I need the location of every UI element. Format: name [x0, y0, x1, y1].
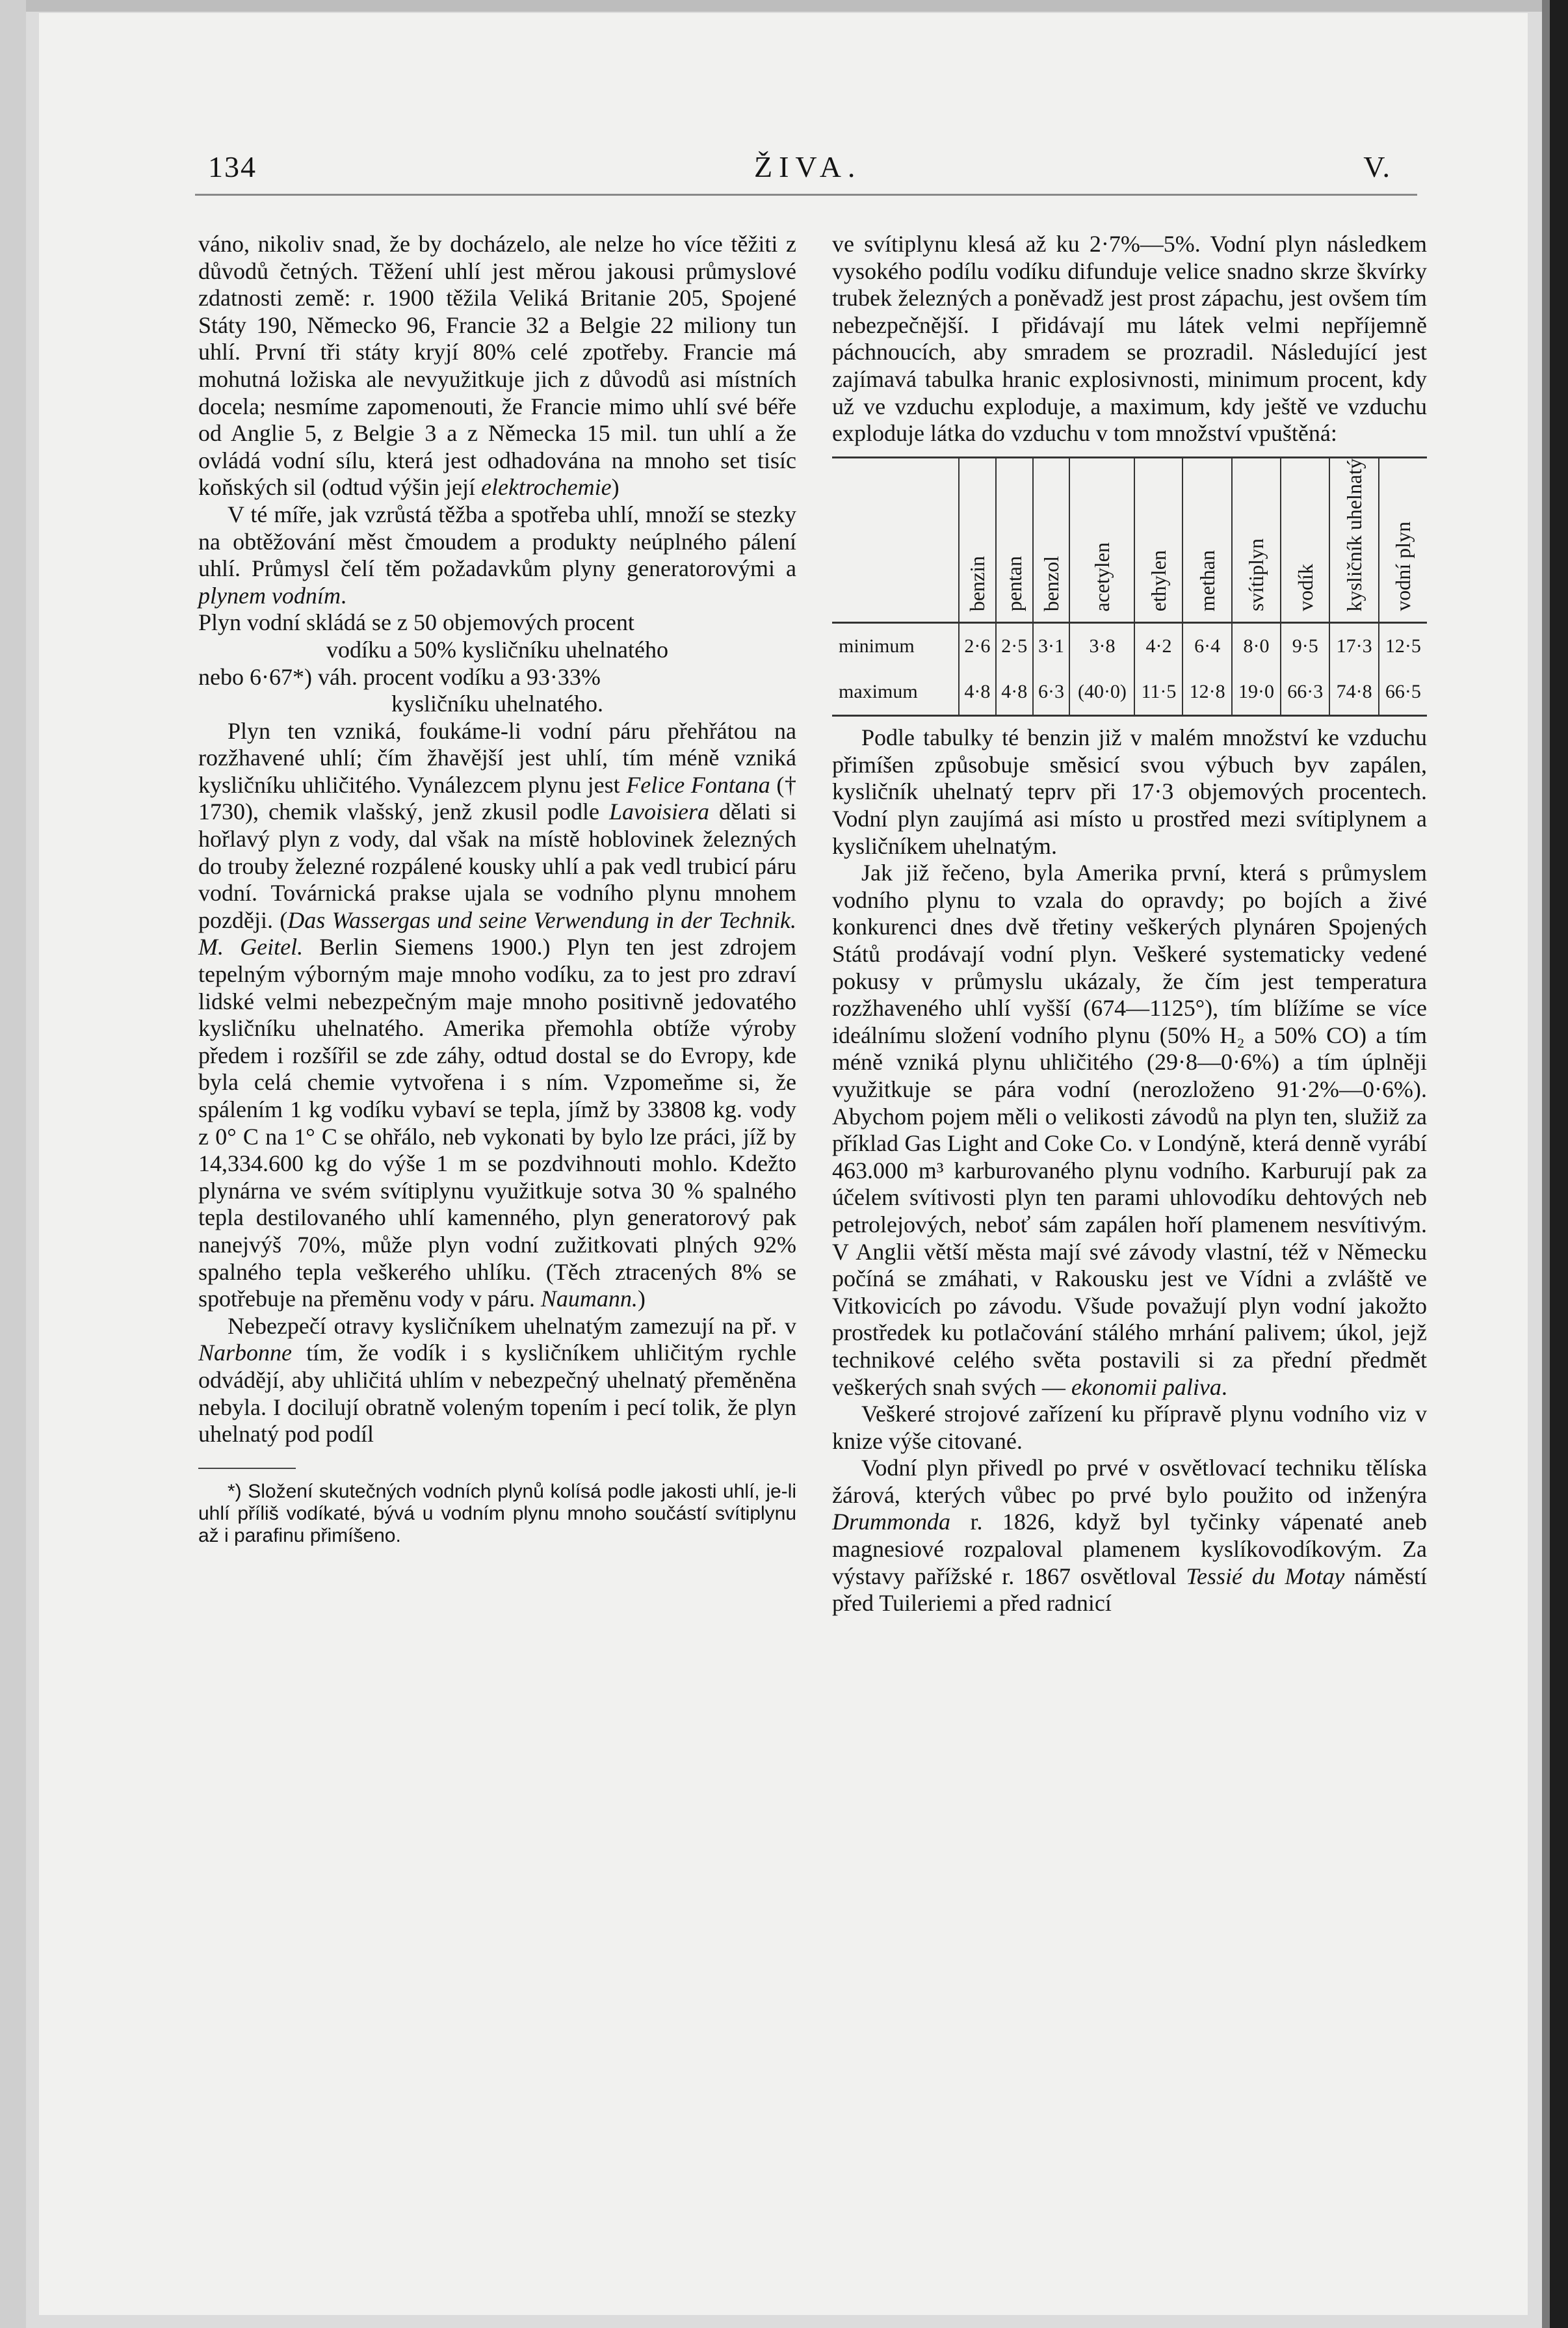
row-label: maximum — [832, 669, 959, 716]
scan-edge-right — [1550, 0, 1568, 2328]
paragraph: V té míře, jak vzrůstá těžba a spotřeba uhlí, množí se stezky na obtěžování měst čmoudem a produkty neúplného pálení uhlí. Průmysl čelí těm požadavkům plyny generatorovými a plynem vodním. — [198, 501, 796, 609]
table-header-cell — [1281, 457, 1329, 623]
paragraph: váno, nikoliv snad, že by docházelo, ale nelze ho více těžiti z důvodů četných. Těžení uhlí jest měrou jakousi průmyslové zdatnosti země: r. 1900 těžila Veliká Britanie 205, Spojené Státy 190, Německo 96, Francie 32 a Belgie 22 miliony tun uhlí. První tři státy kryjí 80% celé zpotřeby. Francie má mohutná ložiska ale nevyužitkuje jich z důvodů asi místních docela; nesmíme zapomenouti, že Francie mimo uhlí své béře od Anglie 5, z Belgie 3 a z Německa 15 mil. tun uhlí a že ovládá vodní sílu, která jest odhadována na mnoho set tisíc koňských sil (odtud výšin její elektrochemie) — [198, 231, 796, 501]
table-row — [832, 623, 1427, 670]
column-label: ethylen — [1147, 550, 1171, 612]
paragraph: Nebezpečí otravy kysličníkem uhelnatým zamezují na př. v Narbonne tím, že vodík i s kysličníkem uhličitým rychle odvádějí, aby uhličitá uhlím v nebezpečný uhelnatý přeměněna nebyla. I docilují obratně voleným topením i pecí tolik, že plyn uhelnatý pod podíl — [198, 1312, 796, 1448]
table-cell: 11·5 — [1134, 669, 1183, 716]
composition-line-2: vodíku a 50% kysličníku uhelnatého — [326, 636, 668, 663]
table-cell: 8·0 — [1232, 623, 1281, 670]
paragraph: ve svítiplynu klesá až ku 2·7%—5%. Vodní plyn následkem vysokého podílu vodíku difunduje velice snadno skrze škvírky trubek železných a poněvadž jest prost zápachu, jest ovšem tím nebezpečnější. I přidávají mu látek velmi nepříjemně páchnoucích, aby smradem se prozradil. Následující jest zajímavá tabulka hranic explosivnosti, minimum procent, kdy už ve vzduchu exploduje, a maximum, kdy ještě ve vzduchu exploduje látka do vzduchu v tom množství vpuštěná: — [832, 231, 1427, 447]
footnote-rule — [198, 1468, 296, 1469]
journal-title: ŽIVA. — [754, 150, 862, 183]
composition-line-3: nebo 6·67*) váh. procent vodíku a 93·33% — [198, 663, 601, 690]
table-cell: (40·0) — [1069, 669, 1134, 716]
table-cell: 4·8 — [996, 669, 1033, 716]
table-header-cell — [1033, 457, 1070, 623]
table-cell: 4·8 — [959, 669, 996, 716]
column-label: benzol — [1039, 555, 1064, 612]
composition-line-1: Plyn vodní skládá se z 50 objemových procent — [198, 609, 634, 636]
table-header-cell — [1232, 457, 1281, 623]
table-cell: 2·6 — [959, 623, 996, 670]
row-label: minimum — [839, 635, 915, 657]
paragraph: Vodní plyn přivedl po prvé v osvětlovací techniku tělíska žárová, kterých vůbec po prvé bylo použito od inženýra Drummonda r. 1826, když byl tyčinky vápenaté aneb magnesiové rozpaloval plamenem kyslíkovodíkovým. Za výstavy pařížské r. 1867 osvětloval Tessié du Motay náměstí před Tuileriemi a před radnicí — [832, 1455, 1428, 1617]
column-label: benzin — [965, 555, 989, 612]
table-cell: 12·5 — [1379, 623, 1427, 670]
table-cell: 2·5 — [996, 623, 1033, 670]
page-number: 134 — [208, 150, 257, 183]
table-cell: 12·8 — [1183, 669, 1231, 716]
composition-line-4: kysličníku uhelnatého. — [391, 691, 603, 717]
table-cell: 66·5 — [1379, 669, 1427, 716]
table-cell: 19·0 — [1232, 669, 1281, 716]
table-cell: 17·3 — [1329, 623, 1378, 670]
column-label: kysličník uhelnatý — [1342, 458, 1366, 612]
table-cell: 9·5 — [1281, 623, 1329, 670]
scan-edge-top — [0, 0, 1568, 12]
left-column — [198, 231, 796, 1547]
paragraph: Plyn ten vzniká, foukáme-li vodní páru přehřátou na rozžhavené uhlí; čím žhavější jest uhlí, tím méně vzniká kysličníku uhličitého. Vynálezcem plynu jest Felice Fontana († 1730), chemik vlašský, jenž zkusil podle Lavoisiera dělati si hořlavý plyn z vody, dal však na místě hoblovinek železných do trouby železné rozpálené kousky uhlí a pak vedl trubicí páru vodní. Továrnická prakse ujala se vodního plynu mnohem později. (Das Wassergas und seine Verwendung in der Technik. M. Geitel. Berlin Siemens 1900.) Plyn ten jest zdrojem tepelným výborným maje mnoho vodíku, za to jest pro zdraví lidské velmi nebezpečným maje mnoho positivně jedovatého kysličníku uhelnatého. Amerika přemohla obtíže výroby předem i rozšířil se zde záhy, odtud dostal se do Evropy, kde byla celá chemie vytvořena i s ním. Vzpomeňme si, že spálením 1 kg vodíku vybaví se tepla, jímž by 33808 kg. vody z 0° C na 1° C se ohřálo, neb vykonati by bylo lze práci, jíž by 14,334.600 kg do výše 1 m se pozdvihnouti mohlo. Kdežto plynárna ve svém svítiplynu využitkuje sotva 30 % spalného tepla destilovaného uhlí kamenného, plyn generatorový pak nanejvýš 70%, může plyn vodní zužitkovati plných 92% spalného tepla veškerého uhlíku. (Těch ztracených 8% se spotřebuje na přeměnu vody v páru. Naumann.) — [198, 717, 797, 1312]
right-column — [832, 231, 1427, 1617]
table-cell: 6·4 — [1183, 623, 1231, 670]
volume-number: V. — [1363, 150, 1391, 183]
table-corner — [832, 457, 959, 623]
table-row — [832, 669, 1427, 716]
table-header-cell — [959, 457, 996, 623]
table-cell: 3·1 — [1033, 623, 1070, 670]
explosivity-table — [832, 456, 1427, 717]
paragraph: Jak již řečeno, byla Amerika první, která s průmyslem vodního plynu to vzala do opravdy; po bojích a živé konkurenci dnes dvě třetiny veškerých plynáren Spojených Států prodávají vodní plyn. Veškeré systematicky vedené pokusy v průmyslu ukázaly, že čím jest temperatura rozžhaveného uhlí vyšší (674—1125°), tím blížíme se více ideálnímu složení vodního plynu (50% H₂ a 50% CO) a tím méně vzniká plynu uhličitého (29·8—0·6%) a tím úplněji využitkuje se pára vodní (nerozloženo 91·2%—0·6%). Abychom pojem měli o velikosti závodů na plyn ten, služiž za příklad Gas Light and Coke Co. v Londýně, která denně vyrábí 463.000 m³ karburovaného plynu vodního. Karburují pak za účelem svítivosti plyn ten parami uhlovodíku dehtových neb petrolejových, neboť sám zapálen hoří plamenem nesvítivým. V Anglii větší města mají své závody vlastní, též v Německu počíná se zmáhati, v Rakousku jest ve Vídni a zvláště ve Vitkovicích po závodu. Všude považují plyn vodní jakožto prostředek ku potlačování stálého mrhání palivem; úkol, jejž technikové celého světa postavili si za přední předmět veškerých snah svých — ekonomii paliva. — [832, 860, 1427, 1400]
column-label: svítiplyn — [1244, 538, 1268, 612]
footnote: *) Složení skutečných vodních plynů kolísá podle jakosti uhlí, je-li uhlí příliš vodíkaté, bývá u vodním plynu mnoho součástí svítiplynu až i parafinu přimíšeno. — [198, 1480, 796, 1546]
table-header-cell — [996, 457, 1033, 623]
paragraph: Veškeré strojové zařízení ku přípravě plynu vodního viz v knize výše citované. — [832, 1401, 1427, 1454]
table-cell: 3·8 — [1069, 623, 1134, 670]
scan-edge-left — [0, 0, 26, 2328]
table-header-cell — [1134, 457, 1183, 623]
column-label: pentan — [1002, 555, 1026, 612]
table-cell: 66·3 — [1281, 669, 1329, 716]
running-header — [169, 150, 1398, 189]
table-header-cell — [1329, 457, 1378, 623]
explosivity-table-wrap — [832, 456, 1427, 717]
table-header-cell — [1379, 457, 1427, 623]
table-cell: 6·3 — [1033, 669, 1070, 716]
column-label: vodík — [1293, 564, 1317, 612]
header-rule — [195, 194, 1417, 196]
column-label: vodní plyn — [1391, 522, 1415, 612]
table-header-cell — [1069, 457, 1134, 623]
paragraph: Podle tabulky té benzin již v malém množství ke vzduchu přimíšen způsobuje směsicí svou výbuch byv zapálen, kysličník uhelnatý teprv při 17·3 objemových procentech. Vodní plyn zaujímá asi místo u prostřed mezi svítiplynem a kysličníkem uhelnatým. — [832, 724, 1427, 859]
table-cell: 74·8 — [1329, 669, 1378, 716]
column-label: acetylen — [1090, 542, 1114, 612]
scan-edge-right-inner — [1542, 0, 1550, 2328]
table-header-cell — [1183, 457, 1231, 623]
table-cell: 4·2 — [1134, 623, 1183, 670]
column-label: methan — [1196, 550, 1220, 612]
